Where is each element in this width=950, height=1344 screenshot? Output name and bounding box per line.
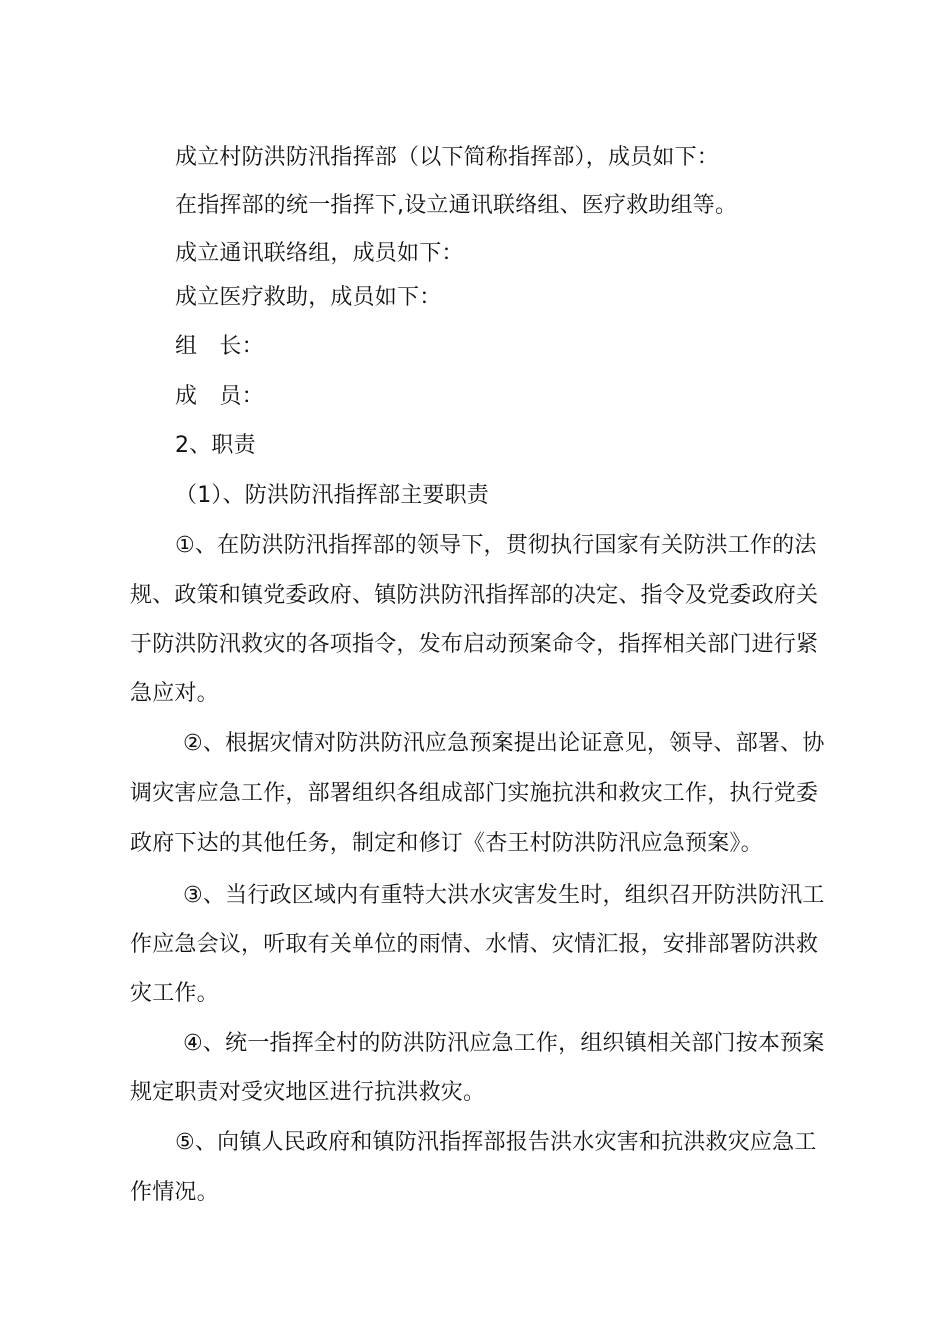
paragraph-3-line-3: 灾工作。 [130, 981, 219, 1006]
paragraph-2-line-1: ②、根据灾情对防洪防汛应急预案提出论证意见，领导、部署、协 [183, 731, 825, 756]
leader-line: 组 长： [175, 334, 264, 359]
heading-line-3: 成立通讯联络组，成员如下： [175, 241, 464, 266]
section-title: 2、职责 [175, 433, 256, 458]
heading-line-2: 在指挥部的统一指挥下,设立通讯联络组、医疗救助组等。 [175, 193, 738, 218]
heading-line-4: 成立医疗救助，成员如下： [175, 285, 442, 310]
paragraph-4-line-1: ④、统一指挥全村的防洪防汛应急工作，组织镇相关部门按本预案 [183, 1031, 825, 1056]
subsection-title: （1）、防洪防汛指挥部主要职责 [175, 483, 489, 508]
paragraph-3-line-2: 作应急会议，听取有关单位的雨情、水情、灾情汇报，安排部署防洪救 [130, 932, 819, 957]
paragraph-3-line-1: ③、当行政区域内有重特大洪水灾害发生时，组织召开防洪防汛工 [183, 883, 825, 908]
paragraph-1-line-2: 规、政策和镇党委政府、镇防洪防汛指挥部的决定、指令及党委政府关 [130, 583, 819, 608]
paragraph-2-line-2: 调灾害应急工作，部署组织各组成部门实施抗洪和救灾工作，执行党委 [130, 781, 819, 806]
member-line: 成 员： [175, 384, 264, 409]
paragraph-1-line-4: 急应对。 [130, 681, 219, 706]
paragraph-2-line-3: 政府下达的其他任务，制定和修订《杏王村防洪防汛应急预案》。 [130, 831, 763, 856]
paragraph-4-line-2: 规定职责对受灾地区进行抗洪救灾。 [130, 1080, 486, 1105]
paragraph-5-line-2: 作情况。 [130, 1180, 219, 1205]
paragraph-5-line-1: ⑤、向镇人民政府和镇防汛指挥部报告洪水灾害和抗洪救灾应急工 [175, 1130, 817, 1155]
paragraph-1-line-1: ①、在防洪防汛指挥部的领导下，贯彻执行国家有关防洪工作的法 [175, 533, 817, 558]
heading-line-1: 成立村防洪防汛指挥部（以下简称指挥部），成员如下： [175, 145, 720, 170]
paragraph-1-line-3: 于防洪防汛救灾的各项指令，发布启动预案命令，指挥相关部门进行紧 [130, 632, 819, 657]
